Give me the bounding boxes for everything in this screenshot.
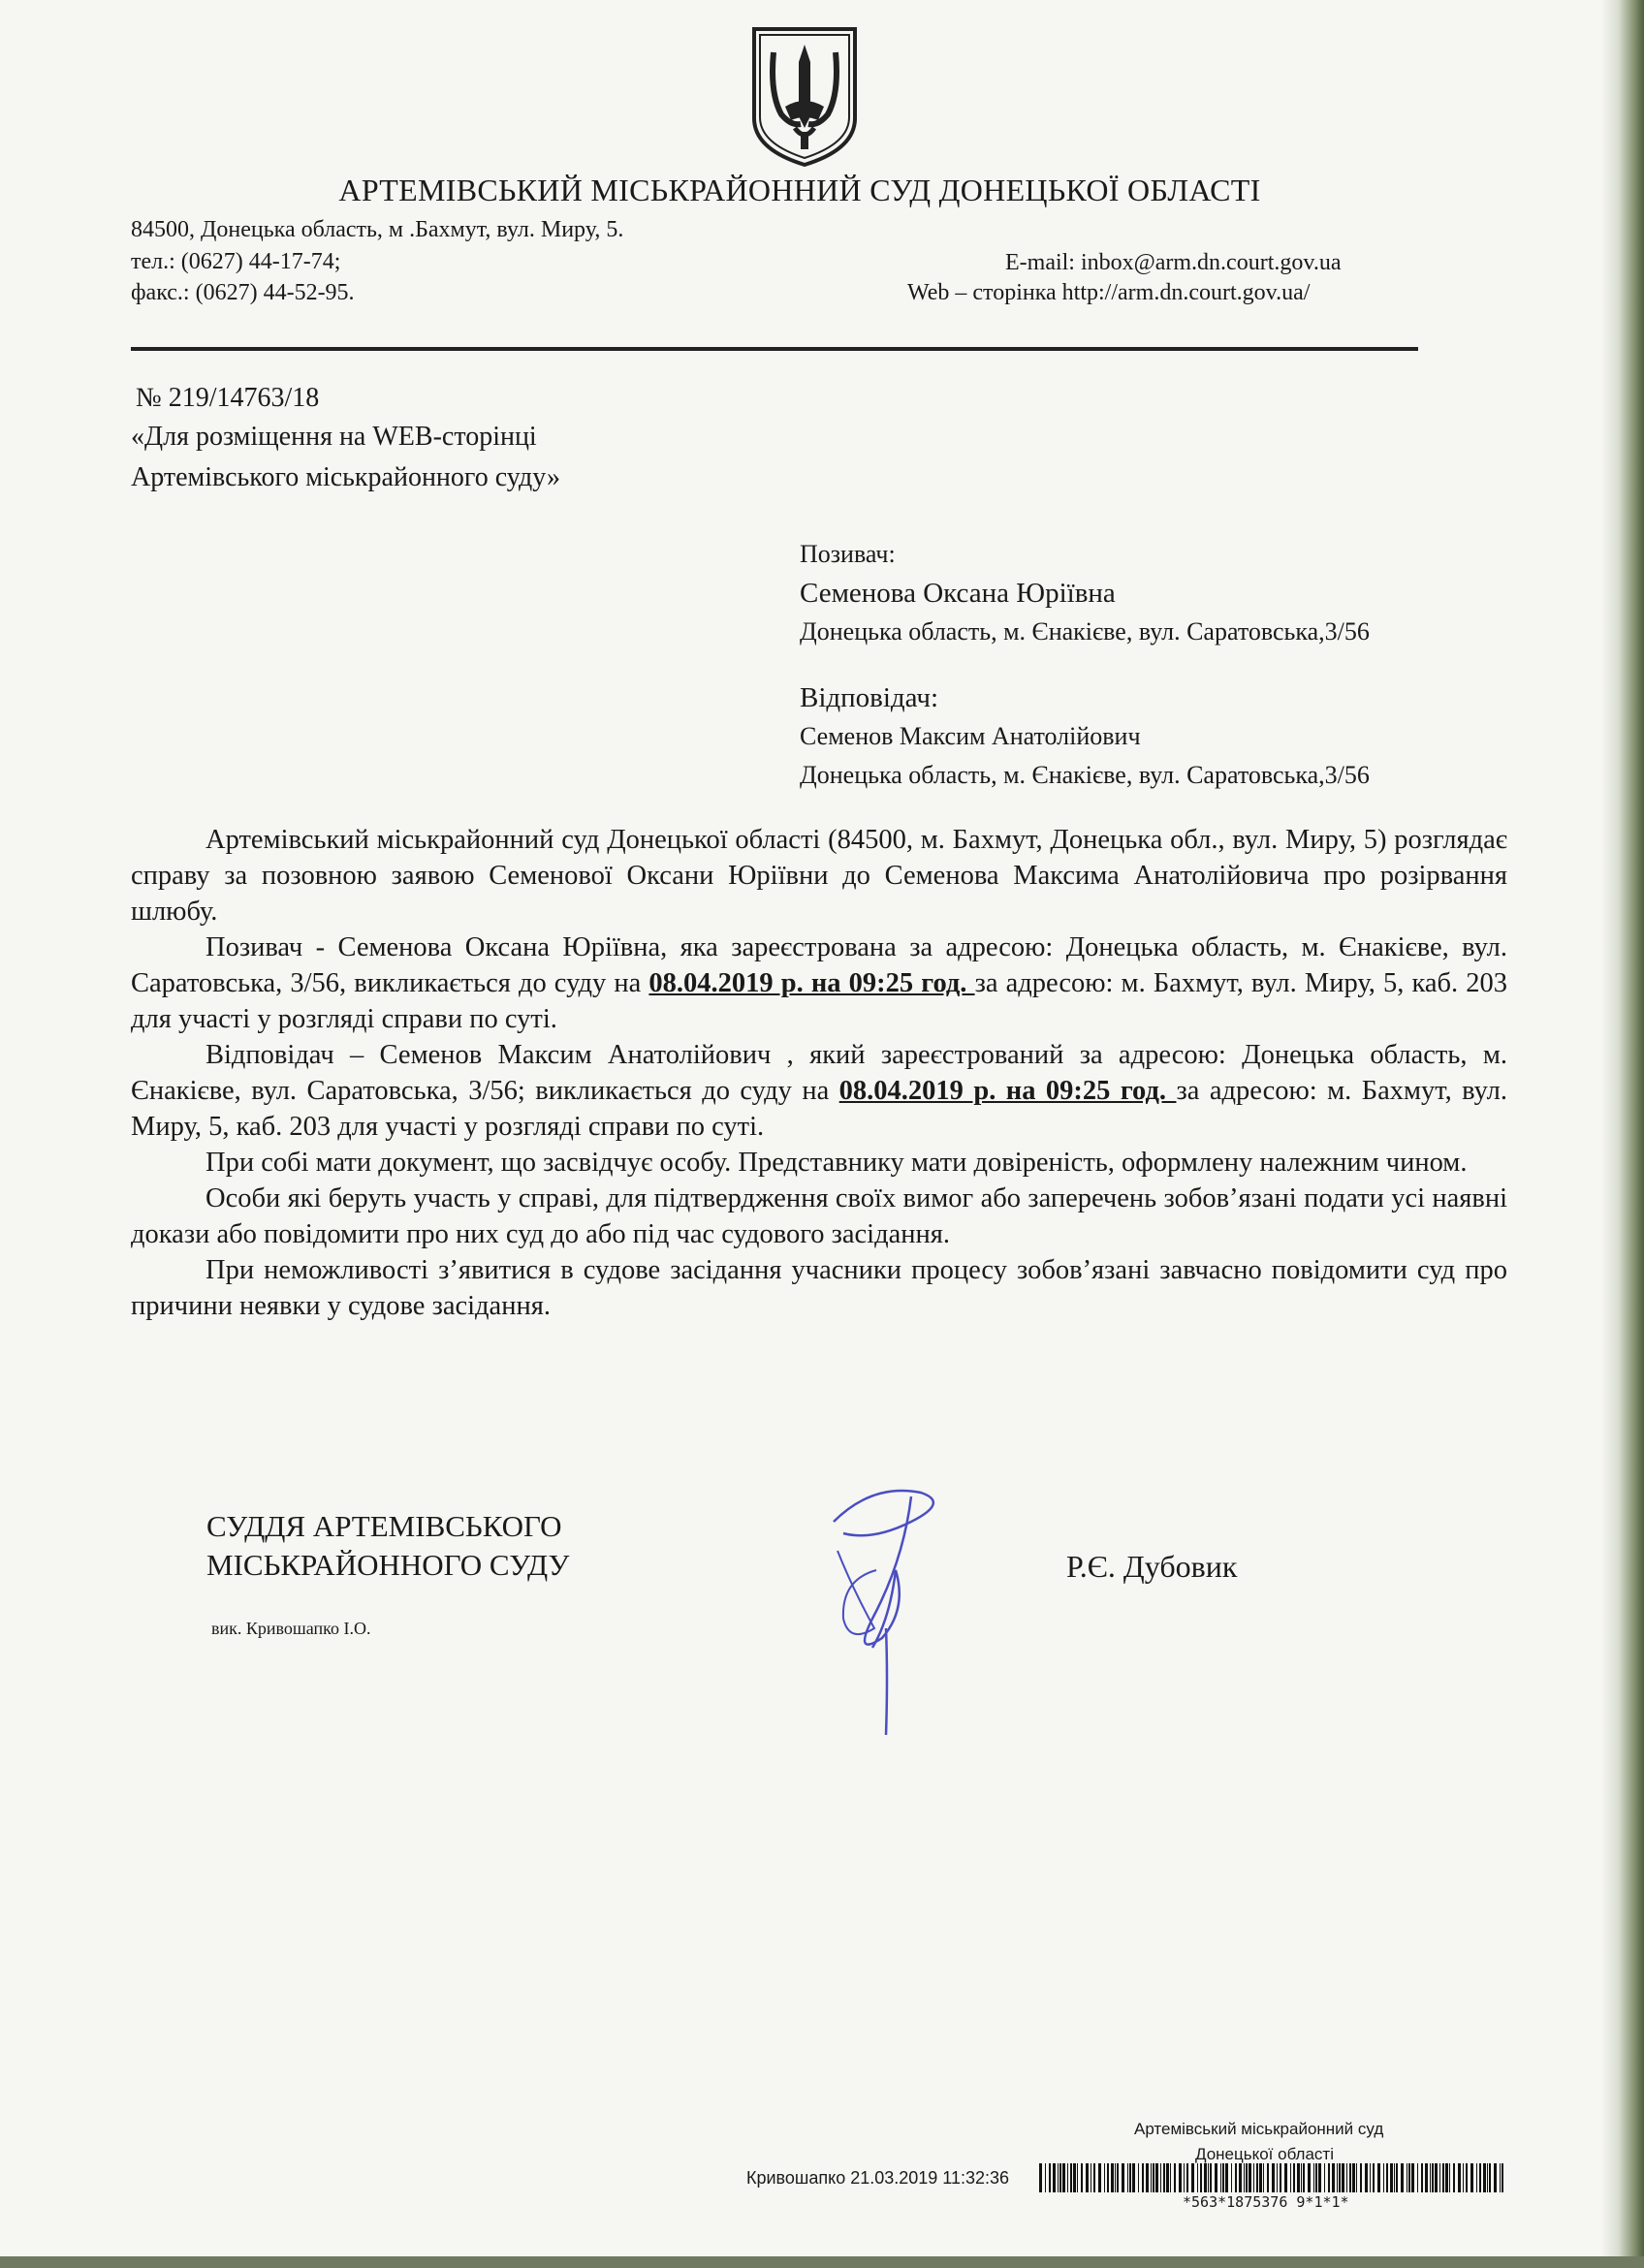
judge-title: СУДДЯ АРТЕМІВСЬКОГО МІСЬКРАЙОННОГО СУДУ	[206, 1509, 570, 1582]
defendant-address: Донецька область, м. Єнакієве, вул. Саратовська,3/56	[800, 761, 1370, 789]
court-title: АРТЕМІВСЬКИЙ МІСЬКРАЙОННИЙ СУД ДОНЕЦЬКОЇ ОБЛАСТІ	[338, 173, 1261, 207]
document-barcode	[1039, 2163, 1506, 2192]
plaintiff-block	[800, 535, 1370, 651]
paragraph-defendant-summons	[131, 1037, 1507, 1145]
court-web: Web – сторінка http://arm.dn.court.gov.ua/	[907, 280, 1311, 305]
stamp-region: Донецької області	[1195, 2145, 1334, 2163]
paragraph-case: Артемівський міськрайонний суд Донецької області (84500, м. Бахмут, Донецька обл., вул. Миру, 5) розглядає справу за позовною заявою Семенової Оксани Юріївни до Семенова Максима Анатолійовича про розірвання шлюбу.	[131, 825, 1507, 927]
plaintiff-summons-place: за адресою: м. Бахмут, вул. Миру, 5, каб. 203 для участі у розгляді справи по суті.	[131, 968, 1507, 1034]
court-address: 84500, Донецька область, м .Бахмут, вул. Миру, 5.	[131, 217, 624, 242]
plaintiff-summons-text: Позивач - Семенова Оксана Юріївна, яка зареєстрована за адресою: Донецька область, м. Єнакієве, вул. Саратовська, 3/56, викликається до суду на	[131, 932, 1507, 998]
scan-edge-bottom	[0, 2256, 1644, 2268]
defendant-label: Відповідач:	[800, 682, 939, 713]
plaintiff-hearing-date: 08.04.2019 р. на 09:25 год.	[648, 968, 975, 998]
trident-emblem-icon	[746, 23, 863, 169]
defendant-summons-text: Відповідач – Семенов Максим Анатолійович , який зареєстрований за адресою: Донецька область, м. Єнакієве, вул. Саратовська, 3/56; викликається до суду на	[131, 1040, 1507, 1106]
court-fax: факс.: (0627) 44-52-95.	[131, 280, 355, 305]
paragraph-evidence: Особи які беруть участь у справі, для підтвердження своїх вимог або заперечень зобов’язані подати усі наявні докази або повідомити про них суд до або під час судового засідання.	[131, 1183, 1507, 1249]
court-phone: тел.: (0627) 44-17-74;	[131, 249, 341, 274]
paragraph-plaintiff-summons	[131, 929, 1507, 1037]
executor-note: вик. Кривошапко І.О.	[211, 1619, 371, 1638]
judge-name: Р.Є. Дубовик	[1066, 1549, 1238, 1584]
defendant-hearing-date: 08.04.2019 р. на 09:25 год.	[838, 1076, 1177, 1106]
scan-edge-right	[1601, 0, 1644, 2268]
case-number: № 219/14763/18	[136, 383, 320, 413]
defendant-name: Семенов Максим Анатолійович	[800, 722, 1141, 750]
header-divider	[131, 347, 1418, 351]
plaintiff-address: Донецька область, м. Єнакієве, вул. Саратовська,3/56	[800, 617, 1370, 646]
defendant-summons-place: за адресою: м. Бахмут, вул. Миру, 5, каб. 203 для участі у розгляді справи по суті.	[131, 1076, 1507, 1142]
stamp-court-name: Артемівський міськрайонний суд	[1134, 2120, 1384, 2138]
barcode-number: *563*1875376 9*1*1*	[1183, 2193, 1349, 2211]
paragraph-documents: При собі мати документ, що засвідчує особу. Представнику мати довіреність, оформлену належним чином.	[206, 1148, 1468, 1178]
summons-body	[131, 822, 1507, 1324]
handwritten-signature	[814, 1483, 950, 1745]
paragraph-absence: При неможливості з’явитися в судове засідання учасники процесу зобов’язані завчасно повідомити суд про причини неявки у судове засідання.	[131, 1255, 1507, 1321]
plaintiff-name: Семенова Оксана Юріївна	[800, 578, 1116, 609]
court-email: E-mail: inbox@arm.dn.court.gov.ua	[1005, 250, 1342, 275]
web-publication-note: «Для розміщення на WEB-сторінці Артемівського міськрайонного суду»	[131, 422, 560, 492]
defendant-block	[800, 678, 1370, 795]
stamp-registration: Кривошапко 21.03.2019 11:32:36	[746, 2168, 1010, 2188]
plaintiff-label: Позивач:	[800, 540, 896, 568]
